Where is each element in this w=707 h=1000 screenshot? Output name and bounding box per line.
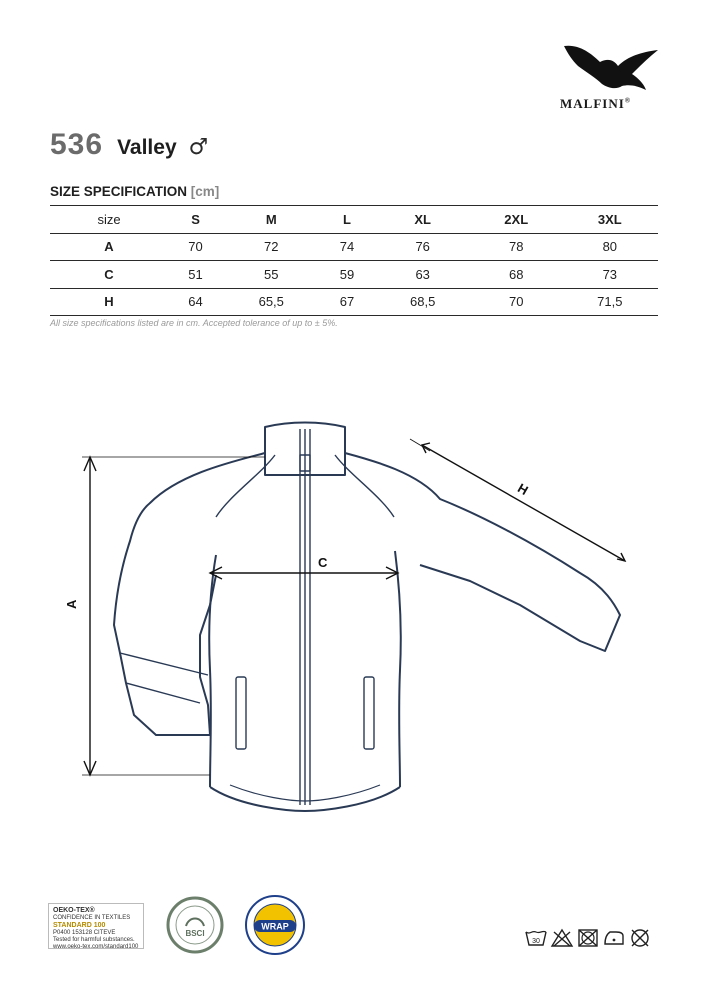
table-cell: 72 bbox=[223, 233, 319, 261]
table-cell: 70 bbox=[168, 233, 223, 261]
wash-30-icon bbox=[524, 928, 548, 948]
table-header-cell: 2XL bbox=[471, 206, 562, 234]
svg-text:BSCI: BSCI bbox=[185, 929, 205, 938]
table-cell: 68 bbox=[471, 261, 562, 289]
tolerance-note: All size specifications listed are in cm. Accepted tolerance of up to ± 5%. bbox=[50, 318, 338, 328]
table-header-cell: M bbox=[223, 206, 319, 234]
table-cell: 68,5 bbox=[375, 288, 471, 316]
wrap-badge bbox=[244, 894, 306, 956]
table-cell: 51 bbox=[168, 261, 223, 289]
oeko-tex-label: OEKO-TEX® CONFIDENCE IN TEXTILES STANDARD 100 P0400 153128 CITEVE Tested for harmful substances. www.oeko-tex.com/standard100 bbox=[48, 903, 144, 949]
table-header-cell: L bbox=[319, 206, 374, 234]
table-cell: 76 bbox=[375, 233, 471, 261]
table-cell: A bbox=[50, 233, 168, 261]
no-dry-clean-icon bbox=[628, 928, 652, 948]
table-cell: 63 bbox=[375, 261, 471, 289]
svg-text:30: 30 bbox=[532, 938, 540, 945]
jacket-drawing bbox=[60, 415, 650, 815]
svg-text:WRAP: WRAP bbox=[261, 921, 289, 932]
table-row bbox=[50, 288, 658, 316]
bsci-badge bbox=[166, 896, 224, 954]
label-c: C bbox=[318, 555, 328, 570]
no-tumble-dry-icon bbox=[576, 928, 600, 948]
no-bleach-icon bbox=[550, 928, 574, 948]
table-row bbox=[50, 233, 658, 261]
product-title bbox=[50, 128, 208, 162]
label-a: A bbox=[64, 599, 79, 609]
table-cell: 55 bbox=[223, 261, 319, 289]
table-cell: 73 bbox=[562, 261, 658, 289]
table-header-cell: XL bbox=[375, 206, 471, 234]
male-icon: ♂ bbox=[188, 135, 209, 160]
table-header-row bbox=[50, 206, 658, 234]
dimension-c bbox=[210, 567, 398, 579]
size-table bbox=[50, 205, 658, 316]
table-cell: 74 bbox=[319, 233, 374, 261]
table-header-cell: size bbox=[50, 206, 168, 234]
right-sleeve bbox=[345, 453, 620, 651]
dimension-a bbox=[82, 457, 265, 775]
left-sleeve bbox=[114, 453, 265, 735]
right-body-side bbox=[395, 551, 401, 787]
care-symbols bbox=[524, 928, 652, 948]
table-row bbox=[50, 261, 658, 289]
brand-name: MALFINI® bbox=[560, 96, 632, 111]
label-h: H bbox=[515, 480, 531, 499]
product-code: 536 bbox=[50, 128, 104, 161]
eagle-icon bbox=[556, 38, 666, 98]
table-cell: 64 bbox=[168, 288, 223, 316]
table-cell: 71,5 bbox=[562, 288, 658, 316]
spec-heading: SIZE SPECIFICATION [cm] bbox=[50, 184, 220, 199]
table-cell: 65,5 bbox=[223, 288, 319, 316]
table-cell: 80 bbox=[562, 233, 658, 261]
table-header-cell: 3XL bbox=[562, 206, 658, 234]
table-cell: 59 bbox=[319, 261, 374, 289]
table-cell: C bbox=[50, 261, 168, 289]
table-cell: 67 bbox=[319, 288, 374, 316]
table-cell: 78 bbox=[471, 233, 562, 261]
iron-low-icon bbox=[602, 928, 626, 948]
table-cell: H bbox=[50, 288, 168, 316]
product-name: Valley bbox=[117, 136, 177, 159]
table-cell: 70 bbox=[471, 288, 562, 316]
table-header-cell: S bbox=[168, 206, 223, 234]
